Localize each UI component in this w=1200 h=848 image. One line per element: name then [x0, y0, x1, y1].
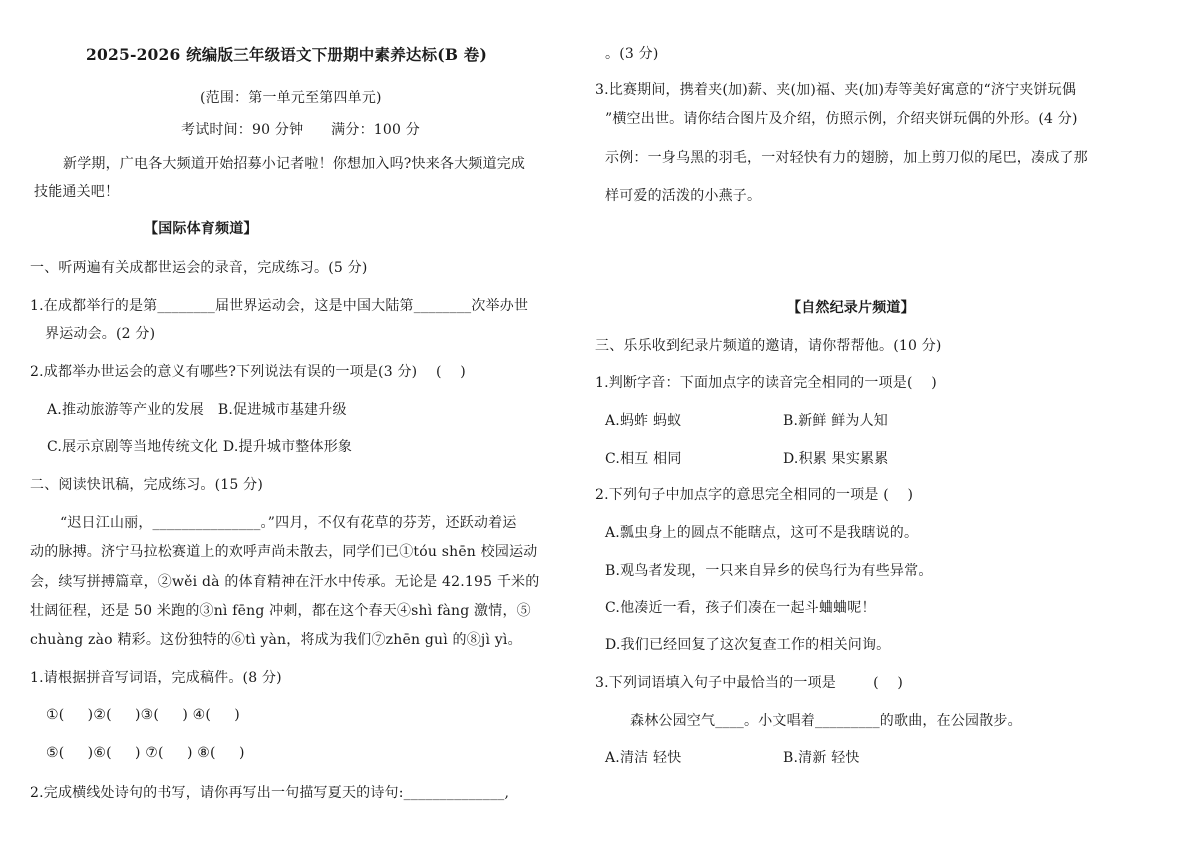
exam-title: 2025-2026 统编版三年级语文下册期中素养达标(B 卷): [86, 45, 487, 64]
s3-q1-option-a: A.蚂蚱 蚂蚁: [605, 413, 682, 429]
section2-heading: 二、阅读快讯稿，完成练习。(15 分): [30, 477, 263, 493]
exam-scope: (范围：第一单元至第四单元): [200, 90, 382, 106]
s3-q2-option-b: B.观鸟者发现，一只来自异乡的侯鸟行为有些异常。: [605, 563, 933, 579]
s3-q3: 3.下列词语填入句子中最恰当的一项是 ( ): [595, 675, 904, 691]
s2-q1: 1.请根据拼音写词语，完成稿件。(8 分): [30, 670, 282, 686]
s3-q2-option-a: A.瓢虫身上的圆点不能瞎点，这可不是我瞎说的。: [605, 525, 919, 541]
s3-q2: 2.下列句子中加点字的意思完全相同的一项是 ( ): [595, 487, 914, 503]
s3-q3-option-a: A.清洁 轻快: [605, 750, 682, 766]
passage-line-4: 壮阔征程，还是 50 米跑的③nì fēng 冲刺，都在这个春天④shì fàng 激情，⑤: [30, 603, 531, 619]
s3-q2-option-c: C.他凑近一看，孩子们凑在一起斗蛐蛐呢！: [605, 600, 876, 616]
channel-heading-sports: 【国际体育频道】: [144, 221, 258, 237]
s2-q3-line-2: ”横空出世。请你结合图片及介绍，仿照示例，介绍夹饼玩偶的外形。(4 分): [605, 111, 1078, 127]
example-line-2: 样可爱的活泼的小燕子。: [605, 188, 762, 204]
intro-line-1: 新学期，广电各大频道开始招募小记者啦！你想加入吗?快来各大频道完成: [63, 156, 526, 172]
passage-line-5: chuàng zào 精彩。这份独特的⑥tì yàn，将成为我们⑦zhēn guì 的⑧jì yì。: [30, 632, 522, 648]
channel-heading-nature: 【自然纪录片频道】: [787, 300, 915, 316]
section1-heading: 一、听两遍有关成都世运会的录音，完成练习。(5 分): [30, 260, 368, 276]
section3-heading: 三、乐乐收到纪录片频道的邀请，请你帮帮他。(10 分): [595, 338, 942, 354]
s2-q2-continued: 。(3 分): [605, 46, 659, 62]
s3-q1-option-c: C.相互 相同: [605, 451, 682, 467]
right-column: [590, 0, 1200, 848]
left-column: [0, 0, 590, 848]
passage-line-3: 会，续写拼搏篇章，②wěi dà 的体育精神在汗水中传承。无论是 42.195 千米的: [30, 574, 540, 590]
s2-q3-line-1: 3.比赛期间，携着夹(加)薪、夹(加)福、夹(加)寿等美好寓意的“济宁夹饼玩偶: [595, 82, 1077, 98]
intro-line-2: 技能通关吧！: [34, 184, 120, 200]
s2-q1-blanks-1: ①( )②( )③( ) ④( ): [46, 707, 240, 723]
passage-line-2: 动的脉搏。济宁马拉松赛道上的欢呼声尚未散去，同学们已①tóu shēn 校园运动: [30, 544, 538, 560]
example-line-1: 示例：一身乌黑的羽毛，一对轻快有力的翅膀，加上剪刀似的尾巴，凑成了那: [605, 150, 1088, 166]
s1-q1-line-2: 界运动会。(2 分): [45, 326, 156, 342]
s3-q3-option-b: B.清新 轻快: [783, 750, 860, 766]
s2-q2: 2.完成横线处诗句的书写，请你再写出一句描写夏天的诗句:______________,: [30, 785, 510, 801]
s1-q2-options-1: A.推动旅游等产业的发展 B.促进城市基建升级: [47, 402, 347, 418]
passage-line-1: “迟日江山丽，_______________。”四月，不仅有花草的芬芳，还跃动着运: [60, 515, 517, 531]
s2-q1-blanks-2: ⑤( )⑥( ) ⑦( ) ⑧( ): [46, 745, 245, 761]
s1-q1-line-1: 1.在成都举行的是第________届世界运动会，这是中国大陆第________次举办世: [30, 298, 529, 314]
s3-q1-option-b: B.新鲜 鲜为人知: [783, 413, 888, 429]
s1-q2-options-2: C.展示京剧等当地传统文化 D.提升城市整体形象: [47, 439, 353, 455]
s1-q2: 2.成都举办世运会的意义有哪些?下列说法有误的一项是(3 分) ( ): [30, 364, 466, 380]
s3-q1: 1.判断字音：下面加点字的读音完全相同的一项是( ): [595, 375, 937, 391]
s3-q2-option-d: D.我们已经回复了这次复查工作的相关问询。: [605, 637, 891, 653]
exam-info: 考试时间：90 分钟 满分：100 分: [181, 122, 420, 138]
s3-q1-option-d: D.积累 果实累累: [783, 451, 889, 467]
s3-q3-sentence: 森林公园空气____。小文唱着_________的歌曲，在公园散步。: [630, 713, 1022, 729]
